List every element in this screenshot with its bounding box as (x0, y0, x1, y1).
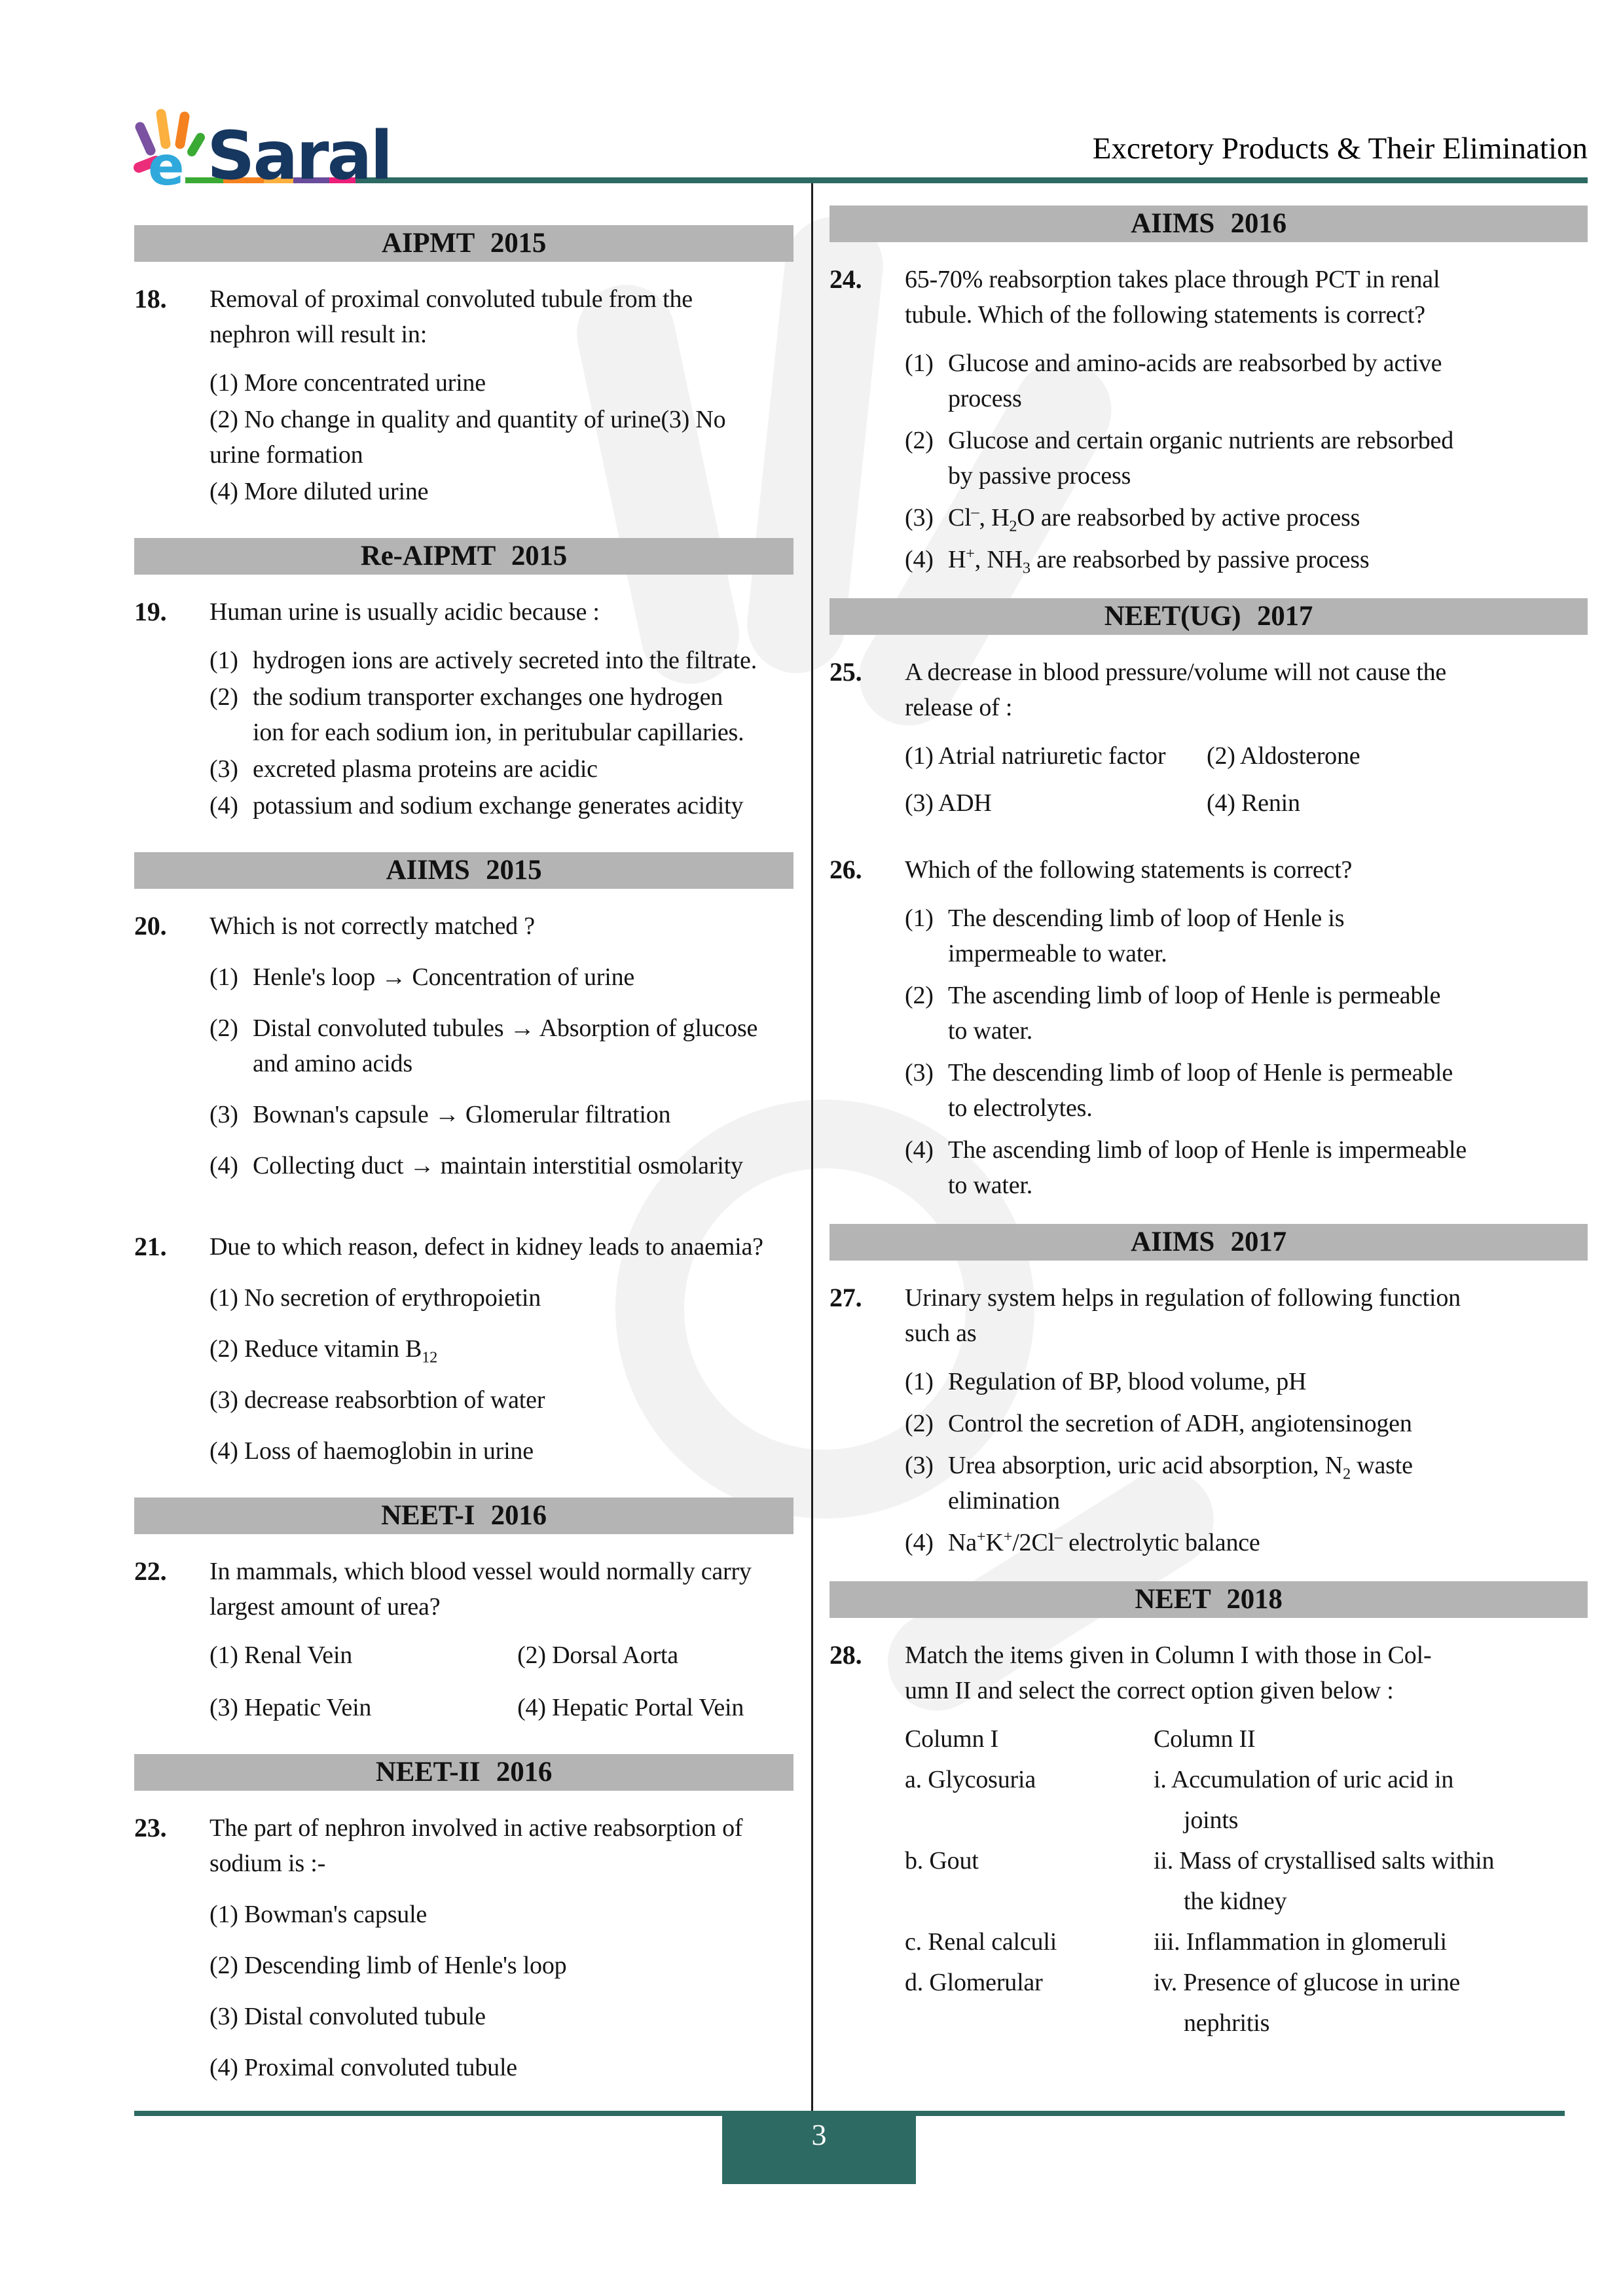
brand-prefix: e (148, 135, 185, 187)
option-number: (3) (210, 1101, 238, 1128)
option: (3) ADH (905, 789, 992, 817)
match-cell: d. Glomerular (905, 1969, 1043, 1996)
section-header-neet-2018: NEET 2018 (830, 1581, 1588, 1618)
option (905, 346, 1588, 416)
option-text: The descending limb of loop of Henle is permeable to electrolytes. (948, 1059, 1453, 1122)
options (210, 1280, 793, 1469)
question-body (905, 1638, 1588, 2041)
question-text: The part of nephron involved in active reabsorption of sodium is :- (210, 1814, 743, 1877)
match-cell (1154, 1762, 1588, 1838)
page-title: Excretory Products & Their Elimination (1092, 132, 1588, 166)
option (905, 1055, 1588, 1126)
match-cell (1154, 1924, 1588, 1960)
option (905, 500, 1588, 535)
question-number: 20. (134, 911, 167, 941)
option (210, 788, 793, 823)
option (905, 1525, 1588, 1560)
page-number-box (722, 2111, 916, 2184)
option: (1) No secretion of erythropoietin (210, 1284, 541, 1312)
option (905, 542, 1588, 577)
question-text: Match the items given in Column I with those in Col- umn II and select the correct option given below : (905, 1641, 1432, 1704)
question-body (905, 852, 1588, 1203)
options (905, 1364, 1588, 1560)
option: (4) More diluted urine (210, 478, 429, 505)
question-number: 25. (830, 657, 862, 687)
question-number: 19. (134, 597, 167, 626)
option-text: hydrogen ions are actively secreted into the filtrate. (253, 647, 757, 674)
left-column (134, 196, 793, 2085)
option-text: Glucose and amino-acids are reabsorbed by active process (948, 350, 1442, 412)
option (905, 1448, 1588, 1518)
question-18 (134, 281, 793, 509)
question-24 (830, 262, 1588, 577)
question-number: 18. (134, 284, 167, 314)
section-header-aiims-2015: AIIMS 2015 (134, 852, 793, 889)
option (905, 901, 1588, 971)
option-number: (3) (905, 1452, 934, 1479)
option-text: The ascending limb of loop of Henle is impermeable to water. (948, 1136, 1467, 1199)
question-text: A decrease in blood pressure/volume will not cause the release of : (905, 658, 1447, 721)
question-20 (134, 908, 793, 1183)
option: (3) decrease reabsorbtion of water (210, 1386, 545, 1414)
options (210, 1897, 793, 2085)
brand-text: Saral (207, 117, 392, 196)
match-cell-line: joints (1184, 1806, 1239, 1834)
question-22 (134, 1554, 793, 1725)
option: (2) No change in quality and quantity of urine(3) No urine formation (210, 406, 726, 469)
match-cell-line: iii. Inflammation in glomeruli (1154, 1928, 1447, 1956)
question-28 (830, 1638, 1588, 2041)
question-text: In mammals, which blood vessel would normally carry largest amount of urea? (210, 1558, 752, 1621)
section-header-re-aipmt-2015: Re-AIPMT 2015 (134, 538, 793, 575)
match-cell: a. Glycosuria (905, 1766, 1036, 1793)
option-text: Henle's loop → Concentration of urine (253, 963, 635, 991)
option: (2) Reduce vitamin $B_{12}$ (210, 1335, 438, 1367)
option: (4) Proximal convoluted tubule (210, 2054, 517, 2081)
options (210, 643, 793, 823)
question-body (905, 262, 1588, 577)
match-table (905, 1721, 1588, 2041)
match-cell-line: ii. Mass of crystallised salts within (1154, 1847, 1495, 1874)
option: (4) Loss of haemoglobin in urine (210, 1437, 534, 1465)
match-cell: c. Renal calculi (905, 1928, 1057, 1956)
option (210, 1011, 793, 1081)
option (210, 679, 793, 750)
option (210, 1148, 793, 1183)
option-text: potassium and sodium exchange generates acidity (253, 792, 744, 819)
option-text: Regulation of BP, blood volume, pH (948, 1368, 1307, 1395)
option-text: Urea absorption, uric acid absorption, $N_2$ waste elimination (948, 1452, 1413, 1515)
option (905, 1364, 1588, 1399)
question-number: 27. (830, 1283, 862, 1312)
option-text: Cl–, $H_2O$ are reabsorbed by active process (948, 503, 1360, 535)
option-number: (2) (905, 1410, 934, 1437)
question-text: Which is not correctly matched ? (210, 912, 535, 940)
match-row (905, 1762, 1588, 1838)
option: (3) Distal convoluted tubule (210, 2003, 486, 2030)
option (905, 423, 1588, 493)
question-text: 65-70% reabsorption takes place through PCT in renal tubule. Which of the following statements is correct? (905, 266, 1440, 329)
option-text: Na+K+/2Cl– electrolytic balance (948, 1528, 1260, 1556)
section-header-aipmt-2015: AIPMT 2015 (134, 225, 793, 262)
option-text: excreted plasma proteins are acidic (253, 755, 598, 783)
option-number: (4) (210, 1152, 238, 1179)
option-number: (1) (905, 1368, 934, 1395)
question-text: Removal of proximal convoluted tubule from the nephron will result in: (210, 285, 693, 348)
question-26 (830, 852, 1588, 1203)
section-header-neet-ii-2016: NEET-II 2016 (134, 1754, 793, 1791)
question-number: 21. (134, 1232, 167, 1261)
option: (1) Bowman's capsule (210, 1901, 428, 1928)
question-number: 26. (830, 855, 862, 884)
match-cell-line: the kidney (1184, 1888, 1287, 1915)
question-number: 24. (830, 264, 862, 294)
match-row (905, 1843, 1588, 1919)
option-text: The ascending limb of loop of Henle is permeable to water. (948, 982, 1441, 1045)
option-number: (1) (210, 647, 238, 674)
option-number: (3) (210, 755, 238, 783)
option: (3) Hepatic Vein (210, 1694, 372, 1721)
question-number: 28. (830, 1640, 862, 1670)
question-number: 23. (134, 1813, 167, 1842)
option: (1) More concentrated urine (210, 369, 486, 397)
question-body (210, 1554, 793, 1725)
option-text: Distal convoluted tubules → Absorption of glucose and amino acids (253, 1014, 758, 1077)
option-text: the sodium transporter exchanges one hydrogen ion for each sodium ion, in peritubular capillaries. (253, 683, 744, 746)
stripe-teal (356, 177, 1588, 183)
match-col1-header: Column I (905, 1725, 999, 1753)
match-header-row (905, 1721, 1588, 1757)
question-text: Urinary system helps in regulation of following function such as (905, 1284, 1461, 1347)
option-number: (3) (905, 1059, 934, 1086)
question-body (210, 1229, 793, 1469)
option (210, 960, 793, 995)
options (210, 1638, 793, 1725)
header-rule (185, 177, 1588, 183)
option-number: (2) (210, 683, 238, 711)
question-number: 22. (134, 1556, 167, 1586)
page-number: 3 (811, 2118, 827, 2151)
option (905, 1132, 1588, 1203)
option-number: (1) (210, 963, 238, 991)
option (210, 643, 793, 678)
question-text: Human urine is usually acidic because : (210, 598, 600, 626)
section-header-aiims-2016: AIIMS 2016 (830, 206, 1588, 242)
question-body (210, 594, 793, 823)
option-number: (1) (905, 350, 934, 377)
section-header-aiims-2017: AIIMS 2017 (830, 1224, 1588, 1261)
option: (1) Renal Vein (210, 1641, 353, 1669)
section-header-neet-ug-2017: NEET(UG) 2017 (830, 598, 1588, 635)
question-21 (134, 1229, 793, 1469)
option (905, 1406, 1588, 1441)
option-number: (4) (905, 546, 934, 573)
question-text: Due to which reason, defect in kidney leads to anaemia? (210, 1233, 763, 1261)
option-number: (4) (210, 792, 238, 819)
options (905, 346, 1588, 577)
question-body (210, 1810, 793, 2085)
match-cell (1154, 1843, 1588, 1919)
option: (2) Aldosterone (1207, 742, 1360, 770)
question-23 (134, 1810, 793, 2085)
option-text: Bownan's capsule → Glomerular filtration (253, 1101, 671, 1128)
column-divider (811, 183, 813, 2111)
match-row (905, 1965, 1588, 2041)
option: (2) Dorsal Aorta (517, 1641, 678, 1669)
option-number: (2) (905, 982, 934, 1009)
question-body (905, 655, 1588, 821)
esaral-logo (128, 103, 392, 196)
question-body (210, 281, 793, 509)
option-text: H+, $NH_3$ are reabsorbed by passive process (948, 545, 1370, 577)
option-number: (3) (905, 504, 934, 531)
question-27 (830, 1280, 1588, 1560)
option: (4) Renin (1207, 789, 1300, 817)
option (905, 978, 1588, 1049)
question-19 (134, 594, 793, 823)
option-number: (4) (905, 1136, 934, 1164)
option-text: Collecting duct → maintain interstitial osmolarity (253, 1152, 743, 1179)
match-cell-line: nephritis (1184, 2009, 1270, 2037)
match-col2-header: Column II (1154, 1725, 1256, 1753)
option-number: (2) (905, 427, 934, 454)
options (905, 901, 1588, 1203)
option-text: Glucose and certain organic nutrients are rebsorbed by passive process (948, 427, 1454, 490)
option (210, 751, 793, 787)
option (210, 1097, 793, 1132)
esaral-hand-icon (128, 103, 206, 187)
option-number: (2) (210, 1014, 238, 1042)
option: (1) Atrial natriuretic factor (905, 742, 1166, 770)
match-cell: b. Gout (905, 1847, 979, 1874)
option: (4) Hepatic Portal Vein (517, 1694, 744, 1721)
option-number: (1) (905, 905, 934, 932)
question-body (210, 908, 793, 1183)
right-column (830, 196, 1588, 2041)
match-row (905, 1924, 1588, 1960)
match-cell-line: i. Accumulation of uric acid in (1154, 1766, 1454, 1793)
option-text: Control the secretion of ADH, angiotensinogen (948, 1410, 1412, 1437)
option: (2) Descending limb of Henle's loop (210, 1952, 567, 1979)
question-body (905, 1280, 1588, 1560)
options (210, 365, 793, 509)
match-cell (1154, 1965, 1588, 2041)
question-text: Which of the following statements is correct? (905, 856, 1353, 884)
options (210, 960, 793, 1183)
option-number: (4) (905, 1529, 934, 1556)
match-cell-line: iv. Presence of glucose in urine (1154, 1969, 1461, 1996)
option-text: The descending limb of loop of Henle is impermeable to water. (948, 905, 1345, 967)
question-25 (830, 655, 1588, 821)
section-header-neet-i-2016: NEET-I 2016 (134, 1498, 793, 1534)
options (905, 738, 1588, 821)
